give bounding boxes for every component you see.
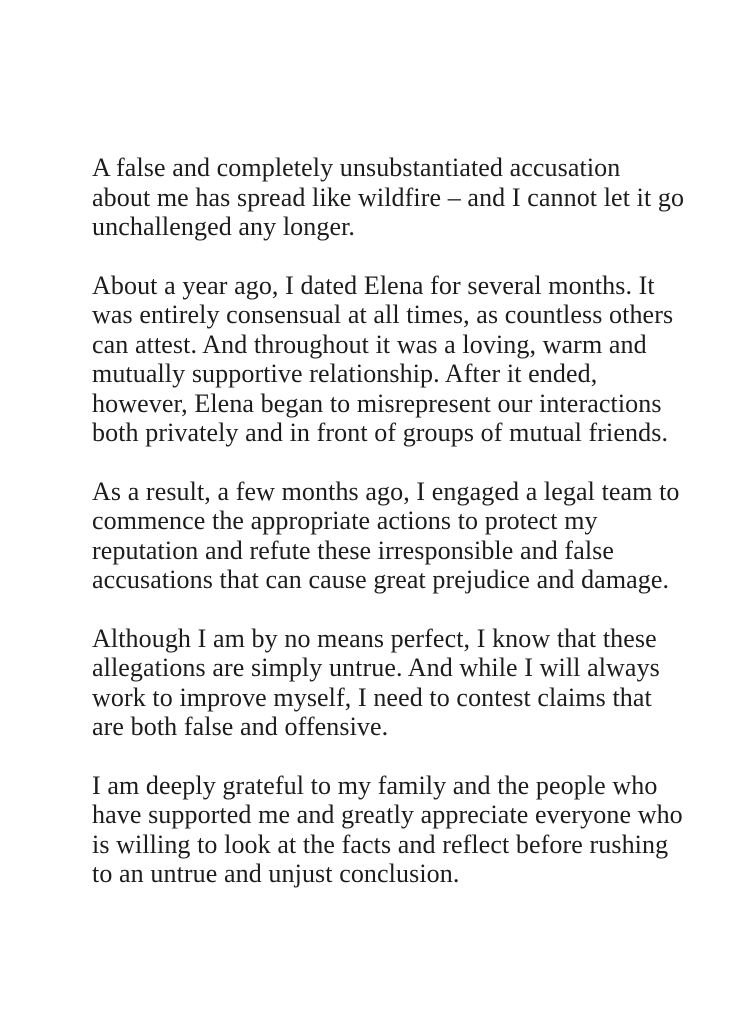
text-line: reputation and refute these irresponsible and false xyxy=(92,535,615,565)
text-line: have supported me and greatly appreciate everyone who xyxy=(92,800,683,829)
statement-text-block xyxy=(92,153,692,889)
text-line: both privately and in front of groups of mutual friends. xyxy=(92,418,669,447)
text-line: About a year ago, I dated Elena for several months. It xyxy=(92,270,655,300)
paragraph-gratitude xyxy=(92,771,692,889)
text-line: I am deeply grateful to my family and the people who xyxy=(92,770,658,800)
paragraph-legal xyxy=(92,477,692,595)
text-line: allegations are simply untrue. And while I will always xyxy=(92,653,660,682)
text-line: is willing to look at the facts and reflect before rushing xyxy=(92,829,669,859)
text-line: mutually supportive relationship. After it ended, xyxy=(92,359,598,388)
text-line: Although I am by no means perfect, I know that these xyxy=(92,623,657,653)
paragraph-denial xyxy=(92,624,692,742)
text-line: about me has spread like wildfire – and I cannot let it go xyxy=(92,182,685,212)
paragraph-relationship xyxy=(92,271,692,448)
text-line: can attest. And throughout it was a loving, warm and xyxy=(92,329,647,359)
text-line: however, Elena began to misrepresent our interactions xyxy=(92,388,662,418)
text-line: work to improve myself, I need to contest claims that xyxy=(92,682,652,712)
text-line: As a result, a few months ago, I engaged a legal team to xyxy=(92,476,680,506)
text-line: A false and completely unsubstantiated accusation xyxy=(92,153,621,182)
text-line: to an untrue and unjust conclusion. xyxy=(92,859,460,888)
text-line: are both false and offensive. xyxy=(92,712,389,741)
paragraph-intro xyxy=(92,153,692,242)
text-line: was entirely consensual at all times, as countless others xyxy=(92,300,674,329)
text-line: unchallenged any longer. xyxy=(92,212,356,241)
text-line: commence the appropriate actions to protect my xyxy=(92,506,598,535)
text-line: accusations that can cause great prejudice and damage. xyxy=(92,565,670,594)
